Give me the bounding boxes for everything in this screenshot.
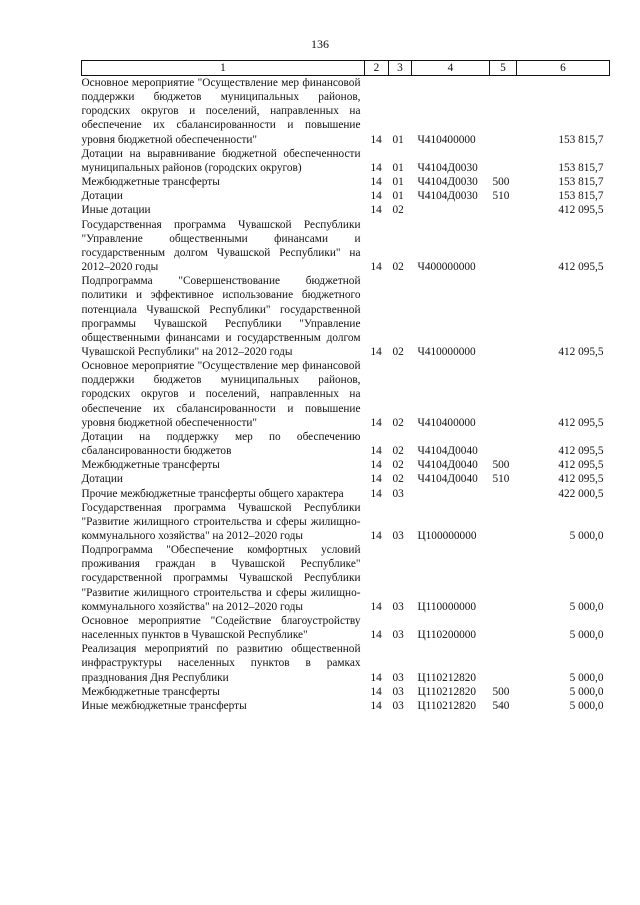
expense-type-cell [490, 274, 517, 359]
table-row [82, 430, 610, 458]
subsection-cell: 03 [392, 699, 404, 712]
item-name-cell: Прочие межбюджетные трансферты общего характера [81, 487, 344, 500]
section-cell: 14 [370, 161, 382, 174]
item-name-cell: Дотации на выравнивание бюджетной обеспеченности муниципальных районов (городских округов) [81, 147, 361, 174]
subsection-cell: 02 [392, 345, 404, 358]
target-article-cell: Ч410400000 [417, 133, 476, 146]
expense-type-cell [490, 501, 517, 543]
target-article-cell: Ц110212820 [417, 685, 477, 698]
expense-type-cell: 510 [492, 190, 510, 203]
subsection-cell: 01 [392, 190, 404, 203]
target-article-cell: Ч4104Д0030 [417, 161, 478, 174]
subsection-cell: 02 [392, 445, 404, 458]
section-cell: 14 [370, 629, 382, 642]
target-article-cell [412, 203, 490, 217]
table-row [82, 699, 610, 713]
table-row [82, 472, 610, 486]
section-cell: 14 [370, 487, 382, 500]
target-article-cell: Ц110200000 [417, 629, 477, 642]
expense-type-cell [490, 359, 517, 430]
item-name-cell: Реализация мероприятий по развитию общественной инфраструктуры населенных пунктов в рамках празднования Дня Республики [81, 643, 361, 684]
column-header: 5 [490, 61, 517, 76]
column-header: 4 [412, 61, 490, 76]
target-article-cell: Ц110212820 [417, 671, 477, 684]
expense-type-cell [490, 76, 517, 147]
column-header: 2 [365, 61, 389, 76]
amount-cell: 5 000,0 [569, 629, 604, 642]
subsection-cell: 03 [392, 629, 404, 642]
section-cell: 14 [370, 445, 382, 458]
budget-table [81, 60, 610, 713]
amount-cell: 412 095,5 [558, 345, 604, 358]
section-cell: 14 [370, 671, 382, 684]
expense-type-cell [490, 543, 517, 614]
section-cell: 14 [370, 699, 382, 712]
amount-cell: 412 095,5 [558, 473, 604, 486]
table-row [82, 76, 610, 147]
item-name-cell: Межбюджетные трансферты [81, 685, 220, 698]
expense-type-cell [490, 487, 517, 501]
section-cell: 14 [370, 176, 382, 189]
subsection-cell: 03 [392, 530, 404, 542]
item-name-cell: Подпрограмма "Обеспечение комфортных условий проживания граждан в Чувашской Республике" государственной программы Чувашской Республики "Развитие жилищного строительства и сферы жилищно-коммунального хозяйства" на 2012–2020 годы [81, 544, 361, 613]
amount-cell: 422 000,5 [558, 487, 604, 500]
amount-cell: 412 095,5 [558, 459, 604, 472]
subsection-cell: 03 [392, 600, 404, 613]
subsection-cell: 01 [392, 133, 404, 146]
amount-cell: 412 095,5 [558, 261, 604, 274]
column-header: 1 [82, 61, 365, 76]
expense-type-cell: 500 [492, 685, 510, 698]
section-cell: 14 [370, 190, 382, 203]
item-name-cell: Основное мероприятие "Осуществление мер финансовой поддержки бюджетов муниципальных районов, городских округов и поселений, направленных на обеспечение их сбалансированности и повышение уровня бюджетной обеспеченности" [81, 77, 361, 146]
table-row [82, 218, 610, 275]
table-row [82, 203, 610, 217]
subsection-cell: 01 [392, 176, 404, 189]
amount-cell: 153 815,7 [558, 190, 604, 203]
expense-type-cell [490, 203, 517, 217]
subsection-cell: 01 [392, 161, 404, 174]
section-cell: 14 [370, 459, 382, 472]
target-article-cell [412, 487, 490, 501]
amount-cell: 153 815,7 [558, 161, 604, 174]
target-article-cell: Ц110000000 [417, 600, 477, 613]
table-row [82, 458, 610, 472]
subsection-cell: 02 [392, 473, 404, 486]
table-row [82, 642, 610, 684]
section-cell: 14 [370, 261, 382, 274]
target-article-cell: Ч410000000 [417, 345, 476, 358]
item-name-cell: Государственная программа Чувашской Республики "Развитие жилищного строительства и сферы жилищно-коммунального хозяйства" на 2012–2020 годы [81, 501, 361, 542]
section-cell: 14 [370, 416, 382, 429]
expense-type-cell [490, 430, 517, 458]
item-name-cell: Иные дотации [81, 204, 151, 217]
section-cell: 14 [370, 530, 382, 542]
item-name-cell: Основное мероприятие "Содействие благоустройству населенных пунктов в Чувашской Республике" [81, 614, 361, 642]
table-row [82, 501, 610, 543]
item-name-cell: Межбюджетные трансферты [81, 176, 220, 189]
section-cell: 14 [370, 133, 382, 146]
item-name-cell: Подпрограмма "Совершенствование бюджетной политики и эффективное использование бюджетного потенциала Чувашской Республики" государственной программы Чувашской Республики "Управление общественными финансами и государственным долгом Чувашской Республики" на 2012–2020 годы [81, 275, 361, 358]
page-number: 136 [311, 37, 329, 51]
table-row [82, 685, 610, 699]
expense-type-cell [490, 642, 517, 684]
expense-type-cell [490, 614, 517, 642]
table-header-row [82, 61, 610, 76]
target-article-cell: Ч4104Д0030 [417, 176, 478, 189]
section-cell: 14 [370, 685, 382, 698]
target-article-cell: Ц110212820 [417, 699, 477, 712]
item-name-cell: Основное мероприятие "Осуществление мер финансовой поддержки бюджетов муниципальных районов, городских округов и поселений, направленных на обеспечение их сбалансированности и повышение уровня бюджетной обеспеченности" [81, 360, 361, 429]
section-cell: 14 [370, 345, 382, 358]
target-article-cell: Ч4104Д0030 [417, 190, 478, 203]
section-cell: 14 [370, 204, 382, 217]
expense-type-cell [490, 218, 517, 275]
subsection-cell: 03 [392, 671, 404, 684]
subsection-cell: 03 [392, 487, 404, 500]
table-body [82, 76, 610, 714]
table-row [82, 274, 610, 359]
column-header: 3 [389, 61, 412, 76]
expense-type-cell: 510 [492, 473, 510, 486]
subsection-cell: 02 [392, 416, 404, 429]
item-name-cell: Дотации на поддержку мер по обеспечению сбалансированности бюджетов [81, 430, 361, 458]
amount-cell: 412 095,5 [558, 445, 604, 458]
amount-cell: 5 000,0 [569, 685, 604, 698]
target-article-cell: Ч400000000 [417, 261, 476, 274]
expense-type-cell: 500 [492, 176, 510, 189]
column-header: 6 [517, 61, 610, 76]
table-row [82, 614, 610, 642]
table-row [82, 359, 610, 430]
section-cell: 14 [370, 473, 382, 486]
target-article-cell: Ч4104Д0040 [417, 445, 478, 458]
amount-cell: 412 095,5 [558, 416, 604, 429]
subsection-cell: 03 [392, 685, 404, 698]
target-article-cell: Ч4104Д0040 [417, 473, 478, 486]
table-row [82, 189, 610, 203]
table-row [82, 175, 610, 189]
item-name-cell: Межбюджетные трансферты [81, 459, 220, 472]
target-article-cell: Ч410400000 [417, 416, 476, 429]
amount-cell: 5 000,0 [569, 671, 604, 684]
target-article-cell: Ч4104Д0040 [417, 459, 478, 472]
table-row [82, 147, 610, 175]
target-article-cell: Ц100000000 [417, 530, 477, 542]
item-name-cell: Дотации [81, 190, 123, 203]
table-row [82, 487, 610, 501]
item-name-cell: Дотации [81, 473, 123, 486]
subsection-cell: 02 [392, 261, 404, 274]
item-name-cell: Государственная программа Чувашской Республики "Управление общественными финансами и государственным долгом Чувашской Республики" на 2012–2020 годы [81, 218, 361, 274]
expense-type-cell: 500 [492, 459, 510, 472]
subsection-cell: 02 [392, 204, 404, 217]
amount-cell: 153 815,7 [558, 176, 604, 189]
amount-cell: 412 095,5 [558, 204, 604, 217]
amount-cell: 153 815,7 [558, 133, 604, 146]
amount-cell: 5 000,0 [569, 530, 604, 542]
expense-type-cell [490, 147, 517, 175]
table-row [82, 543, 610, 614]
item-name-cell: Иные межбюджетные трансферты [81, 699, 247, 712]
expense-type-cell: 540 [492, 699, 510, 712]
amount-cell: 5 000,0 [569, 699, 604, 712]
subsection-cell: 02 [392, 459, 404, 472]
amount-cell: 5 000,0 [569, 600, 604, 613]
section-cell: 14 [370, 600, 382, 613]
